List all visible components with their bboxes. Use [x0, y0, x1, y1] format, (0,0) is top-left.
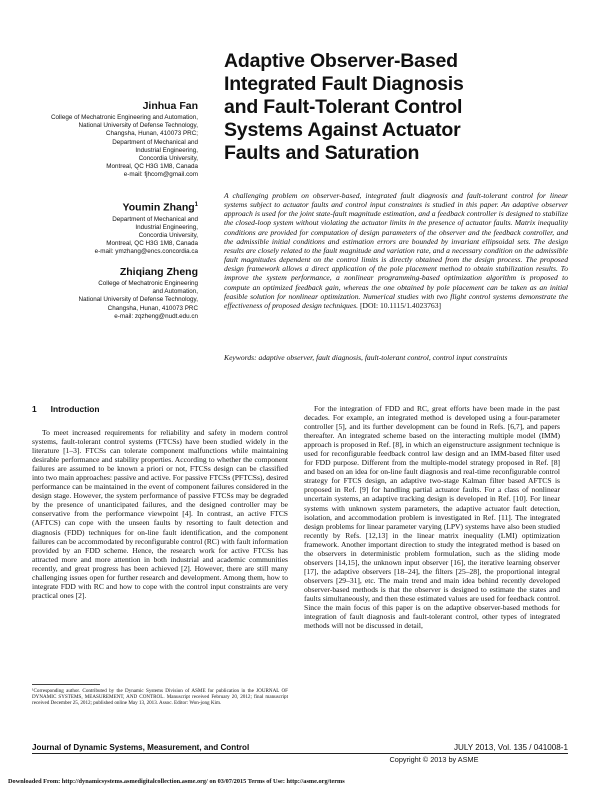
affiliation-line: Concordia University,	[138, 231, 198, 239]
paragraph: For the integration of FDD and RC, great efforts have been made in the past decades. For example, an integrated method is developed using a four-parameter controller [5], and its further development can be found in Refs. [6,7], and papers thereafter. An integrated scheme based on the interacting multiple model (IMM) approach is proposed in Ref. [8], in which an eigenstructure assignment technique is used for reconfigurable feedback control law design and an IMM-based filter used for FDD purpose. Different from the multiple-model strategy proposed in Ref. [8] and based on an idea for on-line fault diagnosis and real-time reconfigurable control strategy for FTCS design, an adaptive two-stage Kalman filter based AFTCS is proposed in Ref. [9] for handling partial actuator faults. For a class of nonlinear uncertain systems, an adaptive tracking design is developed in Ref. [10]. For linear systems with unknown system parameters, the adaptive actuator fault detection, isolation, and accommodation problem is investigated in Ref. [11]. The integrated design problems for linear parameter varying (LPV) systems have also been studied recently by Refs. [12,13] in the linear matrix inequality (LMI) optimization framework. Another important direction to study the integrated method is based on the observers in deterministic problem formulation, such as the sliding mode observers [14,15], the unknown input observer [16], the iterative learning observer [17], the adaptive observers [18–24], the filters [25–28], the proportional integral observers [29–31], etc. The main trend and main idea behind recently developed observer-based methods is that the observer is designed to estimate the states and faults simultaneously, and then these estimated values are used for feedback control. Since the main focus of this paper is on the adaptive observer-based methods for integration of fault diagnosis and fault-tolerant control, other types of integrated methods will not be discussed in detail,	[304, 404, 560, 631]
affiliation-line: Montreal, QC H3G 1M8, Canada	[106, 240, 198, 248]
affiliation-line: Changsha, Hunan, 410073 PRC	[107, 304, 198, 312]
affiliation-line: Industrial Engineering,	[135, 146, 198, 154]
author-name: Zhiqiang Zheng	[119, 266, 198, 278]
title-line: Adaptive Observer-Based	[224, 50, 458, 72]
author-block	[8, 266, 198, 321]
footnote: ¹Corresponding author. Contributed by the Dynamic Systems Division of ASME for publication in the JOURNAL OF DYNAMIC SYSTEMS, MEASUREMENT, AND CONTROL. Manuscript received February 20, 2012; final manuscript received December 25, 2012; published online May 13, 2013. Assoc. Editor: Won-jong Kim.	[32, 688, 288, 707]
keywords: Keywords: adaptive observer, fault diagnosis, fault-tolerant control, control input constraints	[224, 353, 508, 362]
affiliation-line: College of Mechatronic Engineering and Automation,	[50, 114, 198, 121]
left-column	[32, 428, 288, 600]
paragraph: To meet increased requirements for reliability and safety in modern control systems, fault-tolerant control systems (FTCSs) have been studied widely in the literature [1–3]. FTCSs can tolerate component malfunctions while maintaining desirable performance and stability properties. According to whether the component failures are assumed to be known a priori or not, FTCSs design can be classified into two main approaches: passive and active. For passive FTCSs (PFTCSs), desired performance can be maintained in the event of component failures considered in the design stage. However, the system performance of passive FTCSs may be degraded by the presence of unanticipated failures, and the designed controller may be conservative from the performance viewpoint [4]. In contrast, an active FTCS (AFTCS) can cope with the unseen faults by resorting to fault detection and diagnosis (FDD) techniques for on-line fault identification, and the component failures can be accommodated by reconfigurable control (RC) with fault information provided by an FDD scheme. Hence, the research work for active FTCSs has attracted more and more attention in both industrial and academic communities recently, and great progress has been achieved [2]. However, there are still many challenging issues open for further research and development. Among them, how to integrate FDD with RC and how to cope with the control input constraints are very practical ones [2].	[32, 428, 288, 600]
title-line: Systems Against Actuator	[224, 119, 461, 141]
title-line: Faults and Saturation	[224, 142, 420, 164]
affiliation-line: and Automation,	[152, 288, 198, 296]
section-heading	[32, 404, 100, 414]
paper-title	[224, 50, 564, 165]
author-name-text: Youmin Zhang	[122, 201, 195, 214]
affiliation-line: National University of Defense Technology,	[78, 296, 198, 304]
author-block	[8, 199, 198, 257]
affiliation-line: Concordia University,	[138, 155, 198, 163]
section-title: Introduction	[50, 404, 100, 414]
title-line: Integrated Fault Diagnosis	[224, 73, 464, 95]
affiliation-line: Montreal, QC H3G 1M8, Canada	[106, 163, 198, 171]
affiliation-line: Department of Mechanical and	[112, 138, 198, 146]
affiliation-line: College of Mechatronic Engineering	[98, 280, 198, 287]
author-name: Jinhua Fan	[142, 100, 198, 112]
corresponding-marker: 1	[194, 202, 198, 208]
issue-info: JULY 2013, Vol. 135 / 041008-1	[454, 743, 568, 752]
author-email[interactable]: e-mail: ymzhang@encs.concordia.ca	[94, 248, 198, 256]
author-email[interactable]: e-mail: zqzheng@nudt.edu.cn	[114, 312, 198, 320]
abstract-text: A challenging problem on observer-based, integrated fault diagnosis and fault-tolerant control for linear systems subject to actuator faults and control input constraints is studied in this paper. An adaptive observer approach is used for the joint state-fault magnitude estimation, and a feedback controller is designed to stabilize the closed-loop system without violating the actuator limits in the presence of actuator faults. Matrix inequality conditions are provided for computation of design parameters of the observer and the feedback controller, and the admissible initial conditions and estimation errors are bounded by invariant ellipsoidal sets. The design results are closely related to the fault magnitude and variation rate, and a necessary condition on the admissible fault magnitudes dependent on the control limits is directly obtained from the design process. The proposed design framework allows a direct application of the pole placement method to obtain stabilization results. To improve the system performance, a nonlinear programming-based optimization algorithm is proposed to compute an optimized feedback gain, whereas the one obtained by pole placement can be taken as an initial feasible solution for nonlinear optimization. Numerical studies with two flight control systems demonstrate the effectiveness of proposed design techniques.	[224, 191, 568, 310]
affiliation-line: Industrial Engineering,	[135, 223, 198, 231]
section-number: 1	[32, 404, 37, 414]
author-block	[8, 100, 198, 180]
footnote-divider	[32, 684, 100, 685]
copyright: Copyright © 2013 by ASME	[389, 755, 479, 764]
title-line: and Fault-Tolerant Control	[224, 96, 463, 118]
author-name	[8, 199, 198, 215]
download-notice[interactable]: Downloaded From: http://dynamicsystems.asmedigitalcollection.asme.org/ on 03/07/2015 Terms of Use: http://asme.org/terms	[8, 778, 345, 785]
journal-name: Journal of Dynamic Systems, Measurement, and Control	[32, 743, 250, 752]
abstract	[224, 191, 568, 310]
author-email[interactable]: e-mail: fjhcom@gmail.com	[123, 171, 198, 179]
affiliation-line: Changsha, Hunan, 410073 PRC;	[105, 130, 198, 138]
footer-divider	[32, 753, 568, 754]
right-column	[304, 404, 560, 630]
affiliation-line: National University of Defense Technology,	[78, 122, 198, 130]
affiliation-line: Department of Mechanical and	[112, 215, 198, 223]
doi[interactable]: [DOI: 10.1115/1.4023763]	[359, 300, 442, 310]
